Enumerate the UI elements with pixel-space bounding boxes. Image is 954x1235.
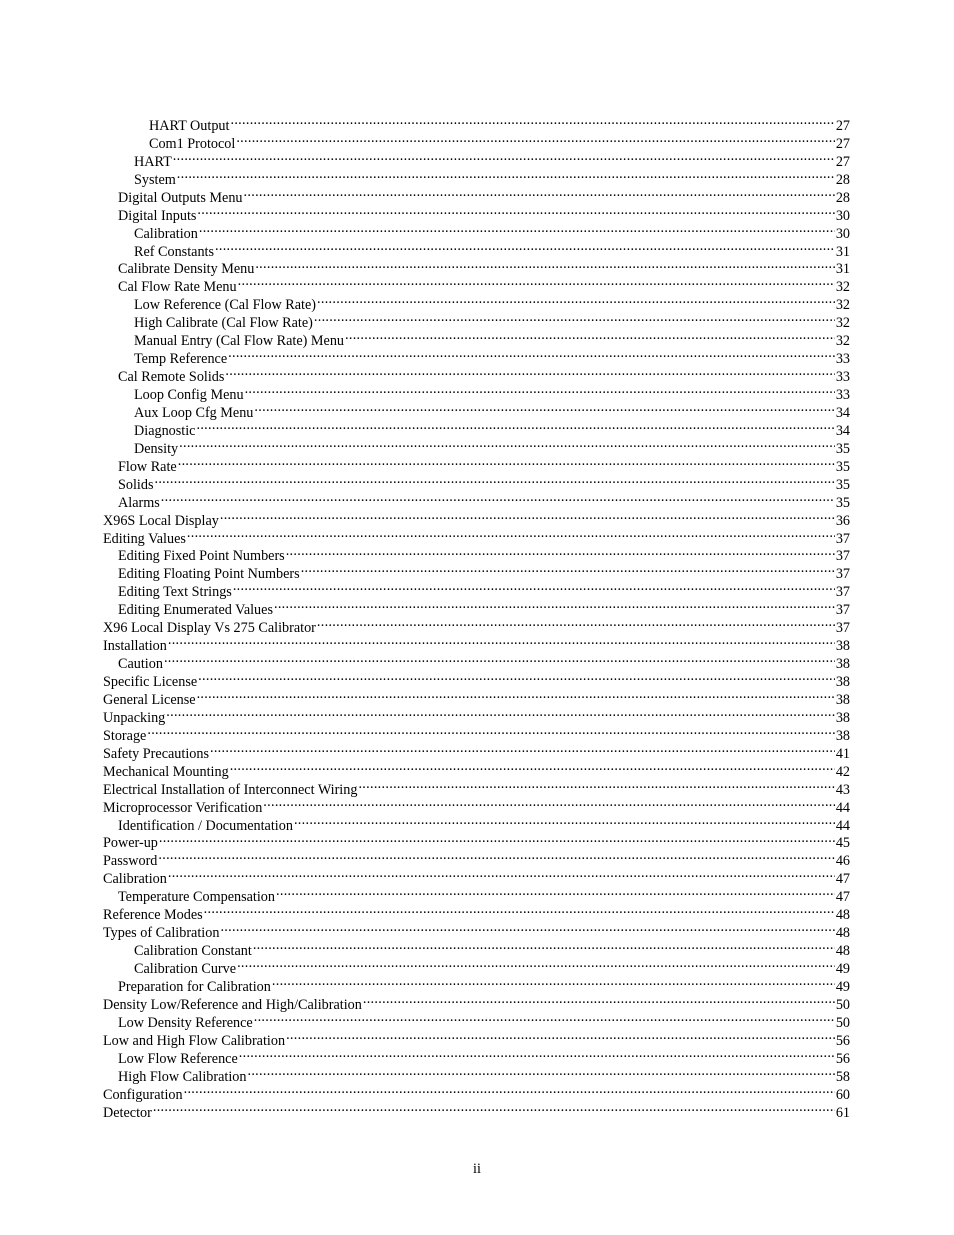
toc-entry-page: 61 [835, 1104, 850, 1121]
toc-entry-page: 42 [835, 763, 850, 780]
toc-dot-leader [153, 1099, 835, 1117]
toc-entry-title: HART [134, 153, 172, 170]
toc-entry-page: 43 [835, 781, 850, 798]
toc-dot-leader [239, 1045, 835, 1063]
toc-dot-leader [210, 740, 835, 758]
toc-entry[interactable] [103, 525, 850, 547]
toc-dot-leader [228, 345, 835, 363]
toc-dot-leader [294, 812, 835, 830]
toc-dot-leader [230, 112, 834, 130]
toc-entry-page: 44 [835, 817, 850, 834]
toc-entry-page: 37 [835, 602, 850, 619]
toc-dot-leader [159, 830, 835, 848]
toc-entry-page: 37 [835, 530, 850, 547]
toc-entry-title: Loop Config Menu [134, 387, 244, 403]
toc-entry-title: High Flow Calibration [118, 1068, 247, 1085]
toc-dot-leader [158, 847, 834, 865]
toc-dot-leader [215, 238, 835, 256]
toc-entry-title: Alarms [118, 494, 160, 511]
toc-entry-title: Diagnostic [134, 422, 196, 439]
toc-dot-leader [166, 704, 835, 722]
toc-entry-title: System [134, 171, 176, 188]
toc-entry-title: Specific License [103, 674, 198, 690]
toc-dot-leader [236, 130, 835, 148]
toc-entry[interactable] [103, 489, 850, 511]
toc-entry[interactable] [103, 847, 850, 870]
toc-entry[interactable] [103, 112, 850, 134]
toc-entry-page: 56 [835, 1032, 850, 1049]
toc-dot-leader [363, 991, 835, 1009]
toc-dot-leader [225, 363, 834, 381]
toc-entry[interactable] [103, 148, 850, 170]
toc-entry-page: 45 [835, 835, 850, 852]
toc-entry-page: 31 [835, 261, 850, 278]
toc-dot-leader [314, 309, 835, 327]
toc-entry[interactable] [103, 256, 850, 278]
toc-dot-leader [263, 794, 835, 812]
toc-entry[interactable] [103, 919, 850, 942]
toc-entry-title: Low Density Reference [118, 1014, 253, 1031]
toc-entry-page: 33 [835, 351, 850, 368]
toc-entry-title: Calibration [134, 225, 198, 242]
toc-entry-page: 36 [835, 512, 850, 529]
toc-entry[interactable] [103, 830, 850, 852]
toc-dot-leader [230, 758, 835, 776]
toc-dot-leader [244, 184, 835, 202]
toc-dot-leader [220, 507, 835, 525]
toc-entry-title: Aux Loop Cfg Menu [134, 404, 254, 421]
toc-entry-page: 32 [835, 333, 850, 350]
toc-entry-title: Digital Outputs Menu [118, 189, 243, 206]
toc-entry-title: Calibration Constant [134, 943, 252, 960]
toc-entry-title: Calibration Curve [134, 961, 237, 977]
toc-dot-leader [164, 650, 835, 668]
toc-dot-leader [358, 776, 834, 794]
toc-entry-title: Detector [103, 1104, 152, 1121]
toc-dot-leader [198, 668, 835, 686]
toc-entry[interactable] [103, 883, 850, 906]
toc-entry-title: Editing Text Strings [118, 584, 232, 601]
toc-entry[interactable] [103, 668, 850, 690]
toc-entry-page: 37 [835, 620, 850, 637]
toc-entry-page: 33 [835, 387, 850, 403]
toc-entry-title: High Calibrate (Cal Flow Rate) [134, 315, 313, 332]
toc-dot-leader [197, 202, 834, 220]
toc-entry-page: 38 [835, 674, 850, 690]
toc-dot-leader [196, 417, 834, 435]
toc-entry-page: 30 [835, 225, 850, 242]
toc-entry-title: Mechanical Mounting [103, 763, 229, 780]
toc-entry[interactable] [103, 758, 850, 780]
toc-entry-title: Cal Remote Solids [118, 369, 225, 386]
toc-dot-leader [253, 937, 835, 955]
toc-entry-page: 47 [835, 889, 850, 906]
toc-entry-title: Density Low/Reference and High/Calibration [103, 996, 362, 1013]
toc-entry-page: 35 [835, 494, 850, 511]
toc-entry-title: Storage [103, 727, 147, 744]
toc-dot-leader [179, 435, 835, 453]
toc-entry-title: Types of Calibration [103, 925, 220, 942]
toc-entry-title: X96 Local Display Vs 275 Calibrator [103, 620, 316, 637]
toc-entry[interactable] [103, 453, 850, 475]
toc-entry-title: Editing Enumerated Values [118, 602, 273, 619]
page-number: ii [473, 1161, 481, 1177]
toc-entry-page: 44 [835, 799, 850, 816]
toc-entry-title: Installation [103, 638, 167, 655]
toc-entry-title: Low Reference (Cal Flow Rate) [134, 297, 317, 314]
toc-dot-leader [276, 883, 835, 901]
toc-entry-page: 46 [835, 853, 850, 870]
toc-entry[interactable] [103, 220, 850, 242]
toc-entry-title: Com1 Protocol [149, 135, 236, 152]
toc-entry-title: Configuration [103, 1086, 183, 1103]
toc-entry-title: Calibrate Density Menu [118, 261, 255, 278]
toc-entry-page: 35 [835, 440, 850, 457]
toc-dot-leader [274, 596, 835, 614]
toc-entry[interactable] [103, 901, 850, 924]
toc-dot-leader [197, 686, 835, 704]
toc-entry-page: 34 [835, 422, 850, 439]
toc-entry-title: Microprocessor Verification [103, 799, 263, 816]
toc-entry[interactable] [103, 686, 850, 708]
toc-entry-page: 33 [835, 369, 850, 386]
toc-entry-title: General License [103, 691, 196, 708]
toc-entry-page: 58 [835, 1068, 850, 1085]
toc-dot-leader [345, 327, 835, 345]
toc-entry[interactable] [103, 704, 850, 726]
toc-entry-title: Editing Values [103, 530, 186, 547]
toc-entry-title: Cal Flow Rate Menu [118, 279, 237, 296]
toc-entry-page: 38 [835, 691, 850, 708]
toc-entry-title: Power-up [103, 835, 158, 852]
toc-entry-page: 34 [835, 404, 850, 421]
toc-entry-page: 41 [835, 745, 850, 762]
toc-dot-leader [233, 578, 835, 596]
toc-entry-title: Reference Modes [103, 907, 203, 924]
toc-entry-title: Password [103, 853, 158, 870]
toc-dot-leader [237, 955, 835, 973]
toc-entry-page: 27 [835, 117, 850, 134]
toc-entry-title: Editing Fixed Point Numbers [118, 548, 285, 565]
toc-entry-page: 49 [835, 978, 850, 995]
toc-entry[interactable] [103, 1081, 850, 1103]
toc-entry[interactable] [103, 632, 850, 655]
toc-dot-leader [168, 865, 835, 883]
toc-dot-leader [254, 399, 834, 417]
toc-dot-leader [177, 166, 835, 184]
toc-entry-title: Temperature Compensation [118, 889, 275, 906]
toc-entry-page: 50 [835, 1014, 850, 1031]
toc-entry-page: 38 [835, 709, 850, 726]
toc-dot-leader [178, 453, 835, 471]
toc-entry[interactable] [103, 184, 850, 206]
toc-entry-page: 31 [835, 243, 850, 260]
toc-entry-title: Electrical Installation of Interconnect Wiring [103, 781, 358, 798]
toc-entry-page: 32 [835, 297, 850, 314]
toc-entry-page: 32 [835, 315, 850, 332]
toc-entry-page: 35 [835, 476, 850, 493]
toc-entry[interactable] [103, 417, 850, 439]
toc-entry-title: Ref Constants [134, 243, 214, 260]
toc-entry[interactable] [103, 238, 850, 260]
toc-dot-leader [204, 901, 835, 919]
toc-dot-leader [255, 256, 834, 274]
toc-dot-leader [238, 273, 835, 291]
toc-entry-page: 38 [835, 656, 850, 673]
toc-dot-leader [187, 525, 835, 543]
toc-entry-title: Digital Inputs [118, 207, 197, 224]
toc-dot-leader [220, 919, 834, 937]
toc-entry[interactable] [103, 543, 850, 565]
toc-entry-page: 50 [835, 996, 850, 1013]
toc-entry-page: 37 [835, 548, 850, 565]
toc-entry-page: 60 [835, 1086, 850, 1103]
toc-entry-title: Low and High Flow Calibration [103, 1032, 286, 1049]
toc-entry[interactable] [103, 650, 850, 673]
toc-entry-page: 35 [835, 458, 850, 475]
toc-dot-leader [286, 543, 835, 561]
toc-entry[interactable] [103, 166, 850, 188]
toc-entry[interactable] [103, 435, 850, 457]
toc-entry-title: Safety Precautions [103, 745, 209, 762]
toc-dot-leader [317, 614, 835, 632]
toc-entry-page: 28 [835, 189, 850, 206]
toc-dot-leader [254, 1009, 835, 1027]
toc-entry-title: Caution [118, 656, 163, 673]
toc-entry-title: Density [134, 440, 179, 457]
toc-dot-leader [147, 722, 834, 740]
toc-entry-page: 56 [835, 1050, 850, 1067]
toc-dot-leader [199, 220, 835, 238]
toc-entry-title: Identification / Documentation [118, 817, 293, 834]
toc-entry[interactable] [103, 1099, 850, 1121]
toc-dot-leader [247, 1063, 834, 1081]
toc-dot-leader [272, 973, 835, 991]
toc-dot-leader [154, 471, 834, 489]
toc-entry-page: 37 [835, 584, 850, 601]
toc-entry-title: X96S Local Display [103, 512, 219, 529]
toc-entry-title: Manual Entry (Cal Flow Rate) Menu [134, 333, 345, 350]
toc-entry-title: Temp Reference [134, 351, 228, 368]
toc-entry-page: 38 [835, 727, 850, 744]
toc-entry-title: Low Flow Reference [118, 1050, 238, 1067]
toc-entry-page: 30 [835, 207, 850, 224]
toc-entry-page: 48 [835, 907, 850, 924]
toc-dot-leader [301, 560, 835, 578]
toc-dot-leader [317, 291, 835, 309]
toc-entry-page: 37 [835, 566, 850, 583]
toc-entry[interactable] [103, 722, 850, 744]
toc-entry-page: 49 [835, 961, 850, 977]
toc-dot-leader [286, 1027, 835, 1045]
toc-dot-leader [173, 148, 835, 166]
toc-entry-page: 27 [835, 153, 850, 170]
toc-dot-leader [245, 381, 835, 399]
toc-entry-page: 27 [835, 135, 850, 152]
toc-dot-leader [161, 489, 835, 507]
toc-entry-page: 38 [835, 638, 850, 655]
toc-entry-page: 48 [835, 943, 850, 960]
toc-dot-leader [184, 1081, 835, 1099]
toc-entry-page: 32 [835, 279, 850, 296]
toc-entry[interactable] [103, 202, 850, 224]
toc-entry-title: Preparation for Calibration [118, 978, 271, 995]
toc-entry-page: 47 [835, 871, 850, 888]
toc-entry[interactable] [103, 865, 850, 888]
toc-entry-page: 48 [835, 925, 850, 942]
toc-entry-title: HART Output [149, 117, 230, 134]
toc-entry-title: Flow Rate [118, 458, 177, 475]
toc-entry-title: Calibration [103, 871, 167, 888]
toc-entry-title: Solids [118, 476, 154, 493]
toc-entry[interactable] [103, 507, 850, 529]
toc-entry[interactable] [103, 740, 850, 762]
toc-entry-page: 28 [835, 171, 850, 188]
toc-entry[interactable] [103, 471, 850, 493]
table-of-contents [103, 112, 850, 1121]
toc-dot-leader [168, 632, 835, 650]
toc-entry-title: Editing Floating Point Numbers [118, 566, 300, 583]
toc-entry-title: Unpacking [103, 709, 166, 726]
